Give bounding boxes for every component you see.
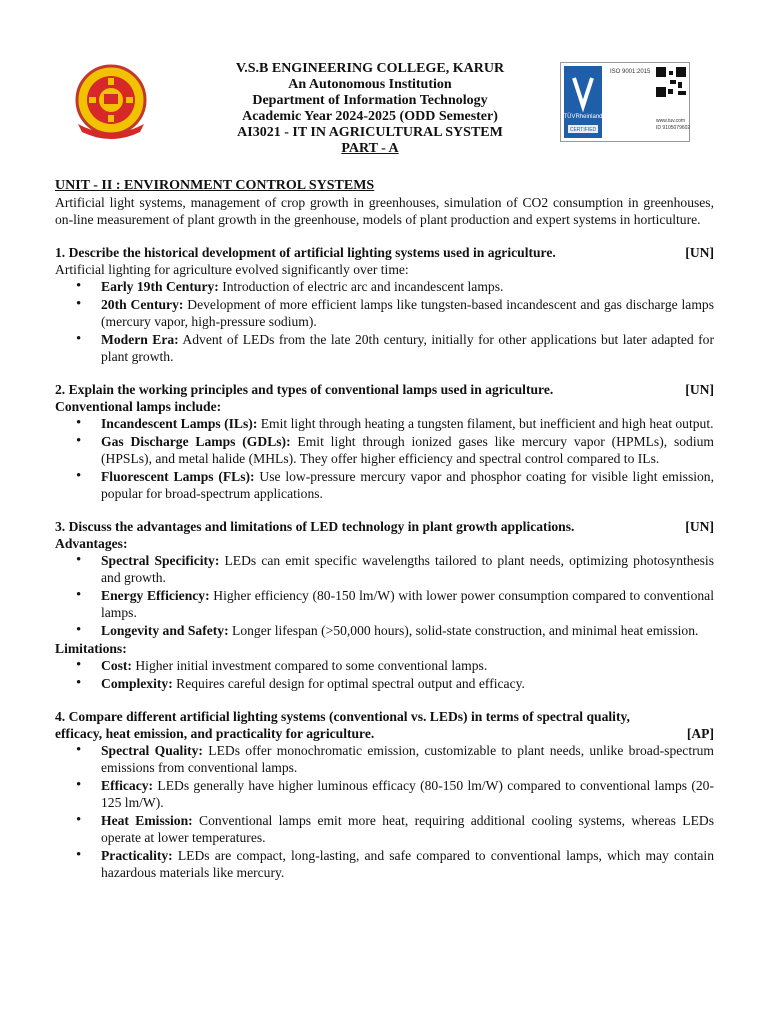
document-header bbox=[150, 61, 590, 157]
limitations-list bbox=[55, 657, 714, 692]
list-item: • Cost: Higher initial investment compared to some conventional lamps. bbox=[101, 657, 714, 674]
answer-list bbox=[55, 415, 714, 502]
college-name: V.S.B ENGINEERING COLLEGE, KARUR bbox=[235, 61, 505, 76]
question-text-line-2: efficacy, heat emission, and practicality for agriculture. bbox=[55, 726, 375, 741]
question-3 bbox=[55, 518, 714, 535]
question-text: 1. Describe the historical development of artificial lighting systems used in agriculture. bbox=[55, 245, 556, 260]
tuv-text: TÜVRheinland bbox=[563, 114, 603, 120]
list-item: • Energy Efficiency: Higher efficiency (80-150 lm/W) with lower power consumption compared to conventional lamps. bbox=[101, 587, 714, 621]
tuv-id: ID 9105079602 bbox=[656, 125, 690, 131]
list-item: • Practicality: LEDs are compact, long-lasting, and safe compared to conventional lamps, which may contain hazardous materials like mercury. bbox=[101, 847, 714, 881]
list-item: • Fluorescent Lamps (FLs): Use low-pressure mercury vapor and phosphor coating for visible light emission, popular for broad-spectrum applications. bbox=[101, 468, 714, 502]
document-body bbox=[55, 178, 714, 882]
college-logo bbox=[68, 64, 154, 140]
list-item: • 20th Century: Development of more efficient lamps like tungsten-based incandescent and gas discharge lamps (mercury vapor, high-pressure sodium). bbox=[101, 296, 714, 330]
iso-text: ISO 9001:2015 bbox=[610, 69, 651, 75]
tuv-url: www.tuv.com bbox=[656, 118, 686, 124]
question-tag: [AP] bbox=[686, 726, 714, 741]
list-item: • Heat Emission: Conventional lamps emit more heat, requiring additional cooling systems, whereas LEDs operate at lower temperatures. bbox=[101, 812, 714, 846]
list-item: • Spectral Quality: LEDs offer monochromatic emission, customizable to plant needs, unlike broad-spectrum emissions from conventional lamps. bbox=[101, 742, 714, 776]
answer-intro: Artificial lighting for agriculture evolved significantly over time: bbox=[55, 262, 409, 277]
part-label: PART - A bbox=[341, 141, 399, 156]
list-item: • Gas Discharge Lamps (GDLs): Emit light through ionized gases like mercury vapor (HPMLs), sodium (HPSLs), and metal halide (MHLs). They offer higher efficiency and spectral control compared to ILs. bbox=[101, 433, 714, 467]
list-item: • Incandescent Lamps (ILs): Emit light through heating a tungsten filament, but inefficient and high heat output. bbox=[101, 415, 714, 432]
question-text-line-1: 4. Compare different artificial lighting systems (conventional vs. LEDs) in terms of spectral quality, bbox=[55, 709, 630, 724]
question-tag: [UN] bbox=[685, 519, 714, 534]
list-item: • Longevity and Safety: Longer lifespan (>50,000 hours), solid-state construction, and minimal heat emission. bbox=[101, 622, 714, 639]
question-4 bbox=[55, 708, 714, 742]
course-title: AI3021 - IT IN AGRICULTURAL SYSTEM bbox=[237, 125, 503, 140]
question-2 bbox=[55, 381, 714, 398]
certification-badge bbox=[560, 62, 690, 142]
list-item: • Spectral Specificity: LEDs can emit specific wavelengths tailored to plant needs, optimizing photosynthesis and growth. bbox=[101, 552, 714, 586]
answer-intro: Conventional lamps include: bbox=[55, 399, 222, 414]
autonomous-line: An Autonomous Institution bbox=[288, 77, 452, 92]
question-tag: [UN] bbox=[685, 382, 714, 397]
question-tag: [UN] bbox=[685, 245, 714, 260]
answer-list bbox=[55, 742, 714, 881]
list-item: • Early 19th Century: Introduction of electric arc and incandescent lamps. bbox=[101, 278, 714, 295]
unit-title: UNIT - II : ENVIRONMENT CONTROL SYSTEMS bbox=[55, 178, 375, 193]
qr-code-icon bbox=[656, 67, 686, 97]
question-1 bbox=[55, 244, 714, 261]
answer-list bbox=[55, 278, 714, 365]
unit-syllabus: Artificial light systems, management of crop growth in greenhouses, simulation of CO2 consumption in greenhouses, on-line measurement of plant growth in the greenhouse, models of plant production and expert systems in horticulture. bbox=[55, 195, 714, 227]
academic-year: Academic Year 2024-2025 (ODD Semester) bbox=[242, 109, 498, 124]
list-item: • Efficacy: LEDs generally have higher luminous efficacy (80-150 lm/W) compared to conventional lamps (20-125 lm/W). bbox=[101, 777, 714, 811]
question-text: 3. Discuss the advantages and limitations of LED technology in plant growth applications. bbox=[55, 519, 575, 534]
list-item: • Complexity: Requires careful design for optimal spectral output and efficacy. bbox=[101, 675, 714, 692]
advantages-label: Advantages: bbox=[55, 536, 128, 551]
advantages-list bbox=[55, 552, 714, 639]
question-text: 2. Explain the working principles and types of conventional lamps used in agriculture. bbox=[55, 382, 554, 397]
list-item: • Modern Era: Advent of LEDs from the late 20th century, initially for other applications but later adapted for plant growth. bbox=[101, 331, 714, 365]
limitations-label: Limitations: bbox=[55, 641, 127, 656]
certified-text: CERTIFIED bbox=[569, 127, 597, 133]
department-line: Department of Information Technology bbox=[252, 93, 488, 108]
